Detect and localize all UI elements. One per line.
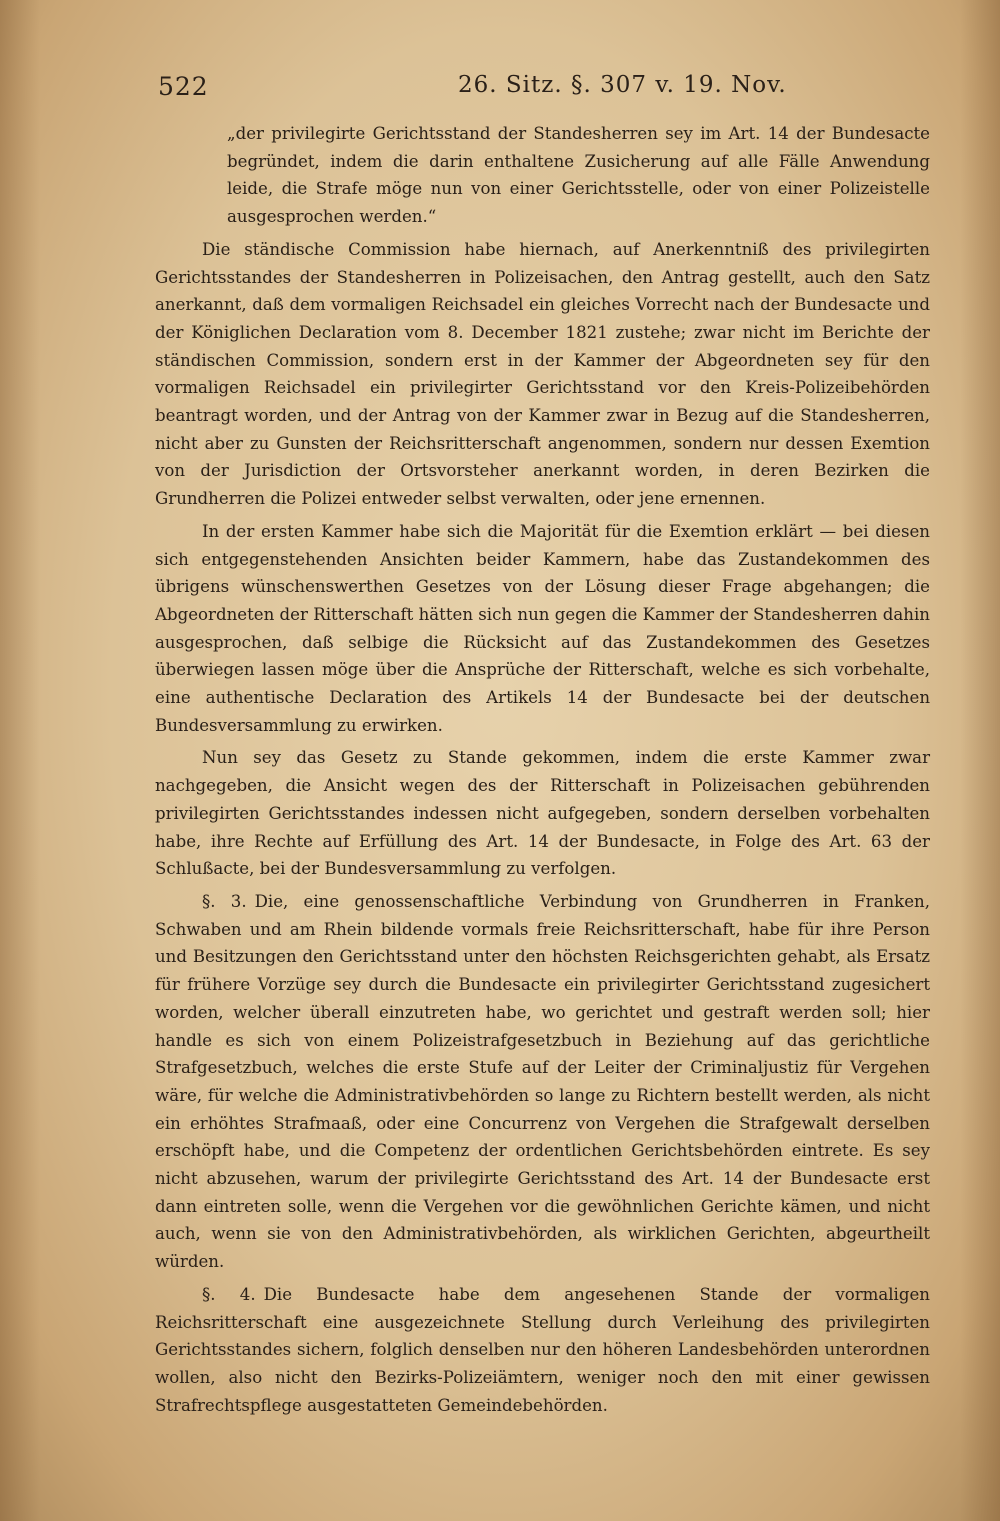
paragraph-text: Die ständische Commission habe hiernach, auf Anerkenntniß des privilegirten Gerichtsstandes der Standesherren in Polizeisachen, den Antrag gestellt, auch den Satz anerkannt, daß dem vormaligen Reichsadel ein gleiches Vorrecht nach der Bundesacte und der Königlichen Declaration vom 8. December 1821 zustehe; zwar nicht im Berichte der ständischen Commission, sondern erst in der Kammer der Abgeordneten sey für den vormaligen Reichsadel ein privilegirter Gerichtsstand vor den Kreis-Polizeibehörden beantragt worden, und der Antrag von der Kammer zwar in Bezug auf die Standesherren, nicht aber zu Gunsten der Reichsritterschaft angenommen, sondern nur dessen Exemtion von der Jurisdiction der Ortsvorsteher anerkannt worden, in deren Bezirken die Grundherren die Polizei entweder selbst verwalten, oder jene ernennen. (155, 239, 930, 509)
section-marker: §. 4. (202, 1284, 256, 1304)
page-number: 522 (158, 72, 209, 101)
running-head: 26. Sitz. §. 307 v. 19. Nov. (458, 72, 787, 98)
paragraph-first-chamber (155, 518, 930, 740)
paragraph-text: Nun sey das Gesetz zu Stande gekommen, indem die erste Kammer zwar nachgegeben, die Ansicht wegen des der Ritterschaft in Polizeisachen gebührenden privilegirten Gerichtsstandes indessen nicht aufgegeben, sondern derselben vorbehalten habe, ihre Rechte auf Erfüllung des Art. 14 der Bundesacte, in Folge des Art. 63 der Schlußacte, bei der Bundesversammlung zu verfolgen. (155, 748, 930, 879)
page-header (158, 72, 866, 108)
paragraph-text: Die Bundesacte habe dem angesehenen Stande der vormaligen Reichsritterschaft eine ausgezeichnete Stellung durch Verleihung des privilegirten Gerichtsstandes sichern, folglich denselben nur den höheren Landesbehörden unterordnen wollen, also nicht den Bezirks-Polizeiämtern, weniger noch den mit einer gewissen Strafrechtspflege ausgestatteten Gemeindebehörden. (155, 1284, 930, 1415)
paragraph-commission (155, 236, 930, 513)
section-marker: §. 3. (202, 891, 247, 911)
page-edge-shadow-left (0, 0, 40, 1521)
paragraph-text: In der ersten Kammer habe sich die Majorität für die Exemtion erklärt — bei diesen sich entgegenstehenden Ansichten beider Kammern, habe das Zustandekommen des übrigens wünschenswerthen Gesetzes von der Lösung dieser Frage abgehangen; die Abgeordneten der Ritterschaft hätten sich nun gegen die Kammer der Standesherren dahin ausgesprochen, daß selbige die Rücksicht auf das Zustandekommen des Gesetzes überwiegen lassen möge über die Ansprüche der Ritterschaft, welche es sich vorbehalte, eine authentische Declaration des Artikels 14 der Bundesacte bei der deutschen Bundesversammlung zu erwirken. (155, 521, 930, 735)
body-text (155, 120, 930, 1424)
quoted-passage: „der privilegirte Gerichtsstand der Standesherren sey im Art. 14 der Bundesacte begründet, indem die darin enthaltene Zusicherung auf alle Fälle Anwendung leide, die Strafe möge nun von einer Gerichtsstelle, oder von einer Polizeistelle ausgesprochen werden.“ (227, 124, 930, 227)
paragraph-law-passed (155, 744, 930, 883)
paragraph-text: Die, eine genossenschaftliche Verbindung von Grundherren in Franken, Schwaben und am Rhein bildende vormals freie Reichsritterschaft, habe für ihre Person und Besitzungen den Gerichtsstand unter den höchsten Reichsgerichten gehabt, als Ersatz für frühere Vorzüge sey durch die Bundesacte ein privilegirter Gerichtsstand zugesichert worden, welcher überall einzutreten habe, wo gerichtet und gestraft werden soll; hier handle es sich von einem Polizeistrafgesetzbuch in Beziehung auf das gerichtliche Strafgesetzbuch, welches die erste Stufe auf der Leiter der Criminaljustiz für Vergehen wäre, für welche die Administrativbehörden so lange zu Richtern bestellt werden, als nicht ein erhöhtes Strafmaaß, oder eine Concurrenz von Vergehen die Strafgewalt derselben erschöpft habe, und die Competenz der ordentlichen Gerichtsbehörden eintrete. Es sey nicht abzusehen, warum der privilegirte Gerichtsstand des Art. 14 der Bundesacte erst dann eintreten solle, wenn die Vergehen vor die gewöhnlichen Gerichte kämen, und nicht auch, wenn sie von den Administrativbehörden, als wirklichen Gerichten, abgeurtheilt würden. (155, 891, 930, 1272)
paragraph-section-4 (155, 1281, 930, 1420)
page-edge-shadow-right (960, 0, 1000, 1521)
paragraph-section-3 (155, 888, 930, 1276)
